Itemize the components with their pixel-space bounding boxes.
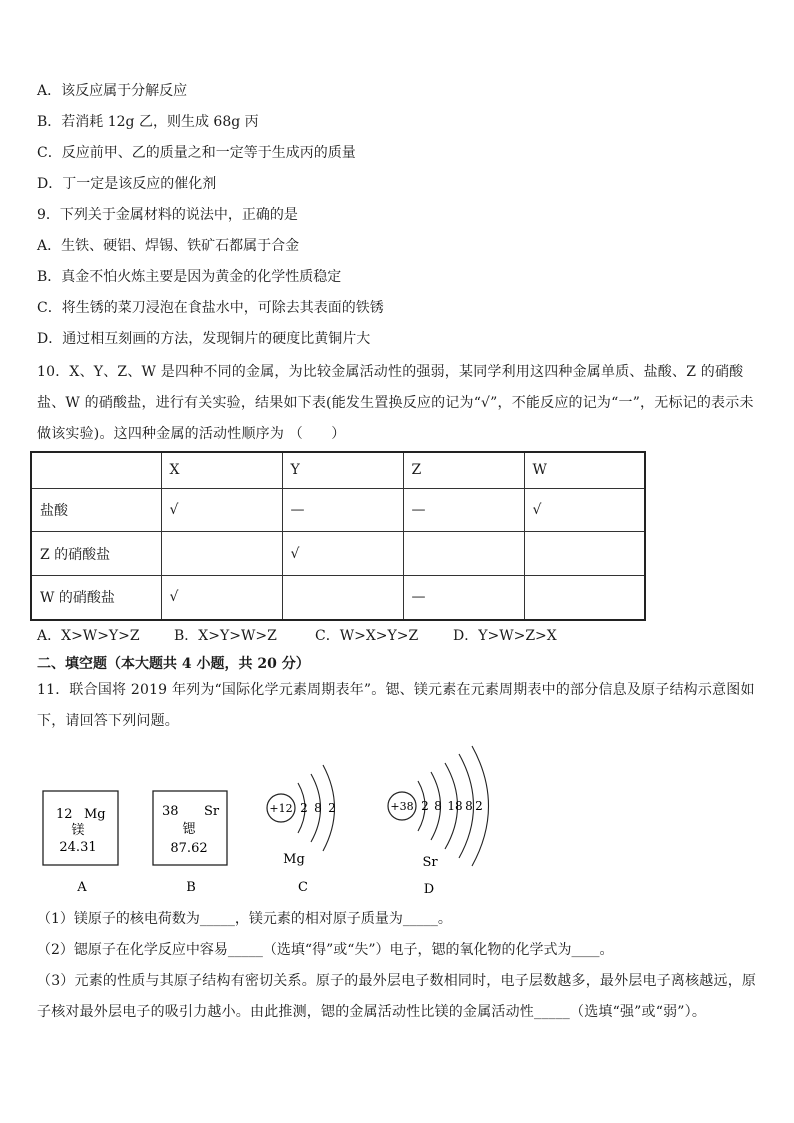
table-row bbox=[31, 488, 645, 532]
q9-option-b: B．真金不怕火炼主要是因为黄金的化学性质稳定 bbox=[37, 269, 342, 285]
sr-atomic-number: 38 bbox=[162, 804, 179, 819]
figure-label-c: C bbox=[298, 880, 308, 895]
q11-stem: 11．联合国将 2019 年列为“国际化学元素周期表年”。锶、镁元素在元素周期表中的部分信息及原子结构示意图如下，请回答下列问题。 bbox=[37, 682, 755, 729]
sr-shell-1: 2 bbox=[421, 799, 429, 813]
table-cell bbox=[524, 532, 645, 576]
q11-sub-question-1: （1）镁原子的核电荷数为_____，镁元素的相对原子质量为_____。 bbox=[37, 911, 452, 927]
q10-option-a: A．X>W>Y>Z bbox=[37, 628, 140, 644]
q8-option-d: D．丁一定是该反应的催化剂 bbox=[37, 176, 217, 192]
q11-sub-question-3: （3）元素的性质与其原子结构有密切关系。原子的最外层电子数相同时，电子层数越多，最外层电子离核越远，原子核对最外层电子的吸引力越小。由此推测，锶的金属活动性比镁的金属活动性_____（选填“强”或“弱”）。 bbox=[37, 973, 757, 1020]
table-cell: 盐酸 bbox=[31, 488, 161, 532]
table-cell: √ bbox=[161, 488, 282, 532]
figure-label-b: B bbox=[186, 880, 196, 895]
q11-sub-question-2: （2）锶原子在化学反应中容易_____（选填“得”或“失”）电子，锶的氧化物的化学式为____。 bbox=[37, 942, 614, 958]
table-row bbox=[31, 575, 645, 620]
table-cell bbox=[524, 575, 645, 620]
q8-option-a: A．该反应属于分解反应 bbox=[37, 83, 188, 99]
table-cell: √ bbox=[161, 575, 282, 620]
q9-option-a: A．生铁、硬铝、焊锡、铁矿石都属于合金 bbox=[37, 238, 300, 254]
q10-results-table bbox=[30, 451, 646, 621]
sr-atom-diagram bbox=[388, 746, 489, 897]
mg-shell-3: 2 bbox=[328, 801, 336, 815]
table-cell: X bbox=[161, 452, 282, 488]
mg-atom-name: Mg bbox=[283, 852, 305, 867]
table-cell: — bbox=[403, 575, 524, 620]
sr-shell-5: 2 bbox=[475, 799, 483, 813]
q9-stem: 9．下列关于金属材料的说法中，正确的是 bbox=[37, 207, 298, 223]
q10-stem: 10．X、Y、Z、W 是四种不同的金属，为比较金属活动性的强弱，某同学利用这四种金属单质、盐酸、Z 的硝酸盐、W 的硝酸盐，进行有关实验，结果如下表(能发生置换反应的记为“√”，不能反应的记为“一”，无标记的表示未做该实验)。这四种金属的活动性顺序为 （ ） bbox=[37, 364, 754, 442]
table-row bbox=[31, 532, 645, 576]
sr-shell-2: 8 bbox=[434, 799, 442, 813]
table-cell: √ bbox=[524, 488, 645, 532]
q8-option-c: C．反应前甲、乙的质量之和一定等于生成丙的质量 bbox=[37, 145, 356, 161]
mg-atomic-number: 12 bbox=[56, 807, 73, 822]
mg-atom-diagram bbox=[267, 765, 336, 895]
table-cell: Z bbox=[403, 452, 524, 488]
sr-name: 锶 bbox=[182, 822, 196, 837]
sr-nucleus-charge: +38 bbox=[390, 800, 414, 813]
table-cell bbox=[403, 532, 524, 576]
table-header-row bbox=[31, 452, 645, 488]
sr-atom-name: Sr bbox=[422, 855, 438, 870]
table-cell: — bbox=[403, 488, 524, 532]
mg-element-card bbox=[43, 791, 118, 895]
sr-shell-4: 8 bbox=[465, 799, 473, 813]
q9-option-c: C．将生锈的菜刀浸泡在食盐水中，可除去其表面的铁锈 bbox=[37, 300, 384, 316]
table-cell: √ bbox=[282, 532, 403, 576]
mg-shell-2: 8 bbox=[314, 801, 322, 815]
table-cell: W bbox=[524, 452, 645, 488]
mg-mass: 24.31 bbox=[59, 840, 97, 855]
mg-symbol: Mg bbox=[84, 807, 106, 822]
sr-element-card bbox=[153, 791, 227, 895]
q11-figure bbox=[0, 740, 794, 902]
table-cell: Y bbox=[282, 452, 403, 488]
q9-option-d: D．通过相互刻画的方法，发现铜片的硬度比黄铜片大 bbox=[37, 331, 371, 347]
q10-option-b: B．X>Y>W>Z bbox=[174, 628, 277, 644]
q10-options bbox=[37, 626, 557, 646]
sr-mass: 87.62 bbox=[170, 841, 208, 856]
mg-nucleus-charge: +12 bbox=[269, 802, 293, 815]
table-cell: — bbox=[282, 488, 403, 532]
q10-option-c: C．W>X>Y>Z bbox=[315, 628, 419, 644]
mg-name: 镁 bbox=[71, 823, 85, 838]
table-cell bbox=[161, 532, 282, 576]
table-cell bbox=[282, 575, 403, 620]
figure-label-a: A bbox=[77, 880, 87, 895]
sr-symbol: Sr bbox=[204, 804, 220, 819]
q8-option-b: B．若消耗 12g 乙，则生成 68g 丙 bbox=[37, 114, 259, 130]
sr-shell-3: 18 bbox=[447, 799, 463, 813]
figure-label-d: D bbox=[423, 882, 435, 897]
table-cell bbox=[31, 452, 161, 488]
section-heading: 二、填空题（本大题共 4 小题，共 20 分） bbox=[37, 656, 310, 672]
table-cell: Z 的硝酸盐 bbox=[31, 532, 161, 576]
q10-option-d: D．Y>W>Z>X bbox=[453, 628, 557, 644]
table-cell: W 的硝酸盐 bbox=[31, 575, 161, 620]
mg-shell-1: 2 bbox=[300, 801, 308, 815]
